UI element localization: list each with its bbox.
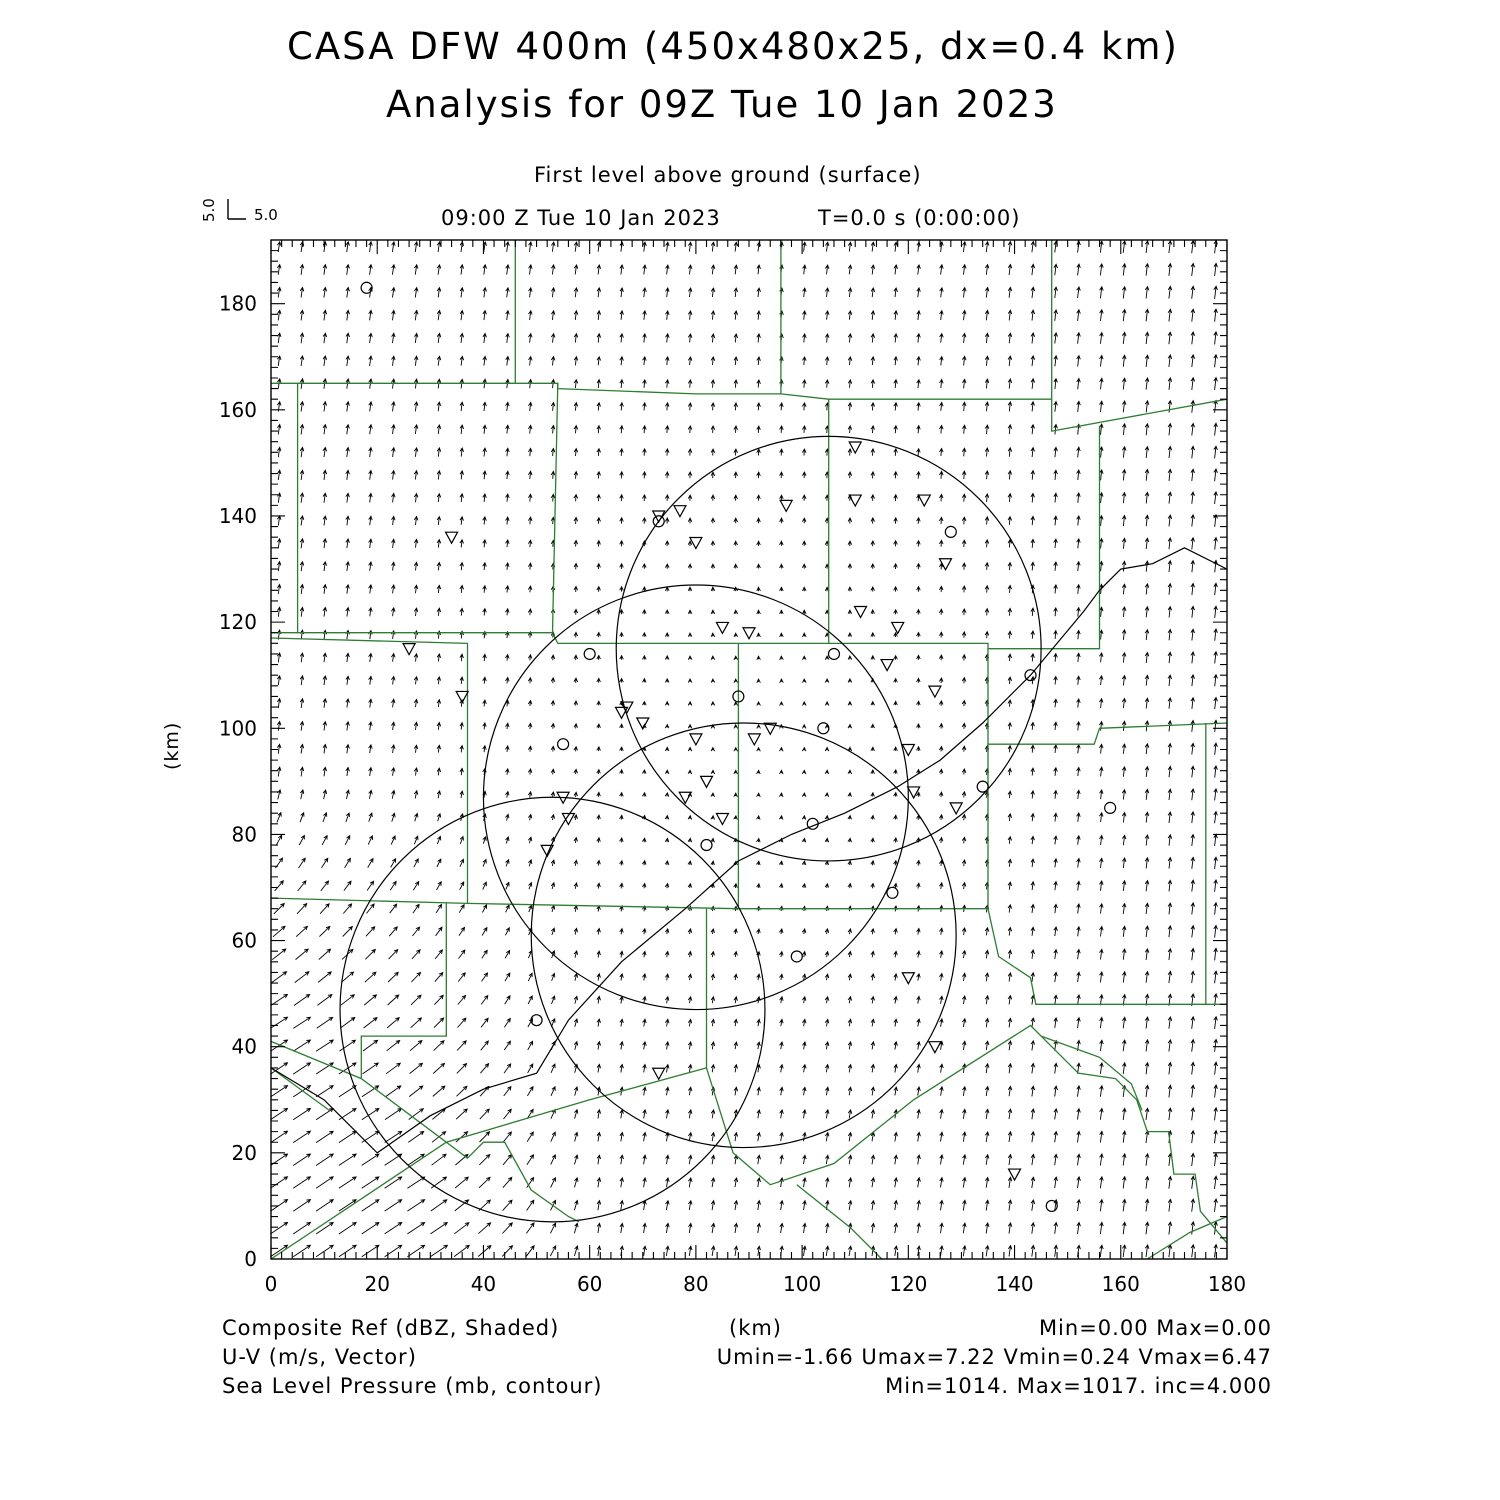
station-triangle-marker [892,622,904,633]
footer-pressure-stats: Min=1014. Max=1017. inc=4.000 [885,1374,1272,1398]
county-boundary [298,383,558,632]
county-boundary [797,1185,882,1259]
county-boundary [553,399,829,643]
plot-title-line2: Analysis for 09Z Tue 10 Jan 2023 [386,83,1058,126]
y-tick-label: 20 [231,1140,257,1165]
axis-ticks [271,240,1227,1259]
station-triangle-marker [929,1042,941,1053]
station-triangle-marker [881,660,893,671]
radar-coverage-layer [340,436,1041,1221]
county-boundary [1052,399,1227,431]
station-triangle-marker [918,495,930,506]
station-circle-marker [1105,802,1116,813]
footer-pressure: Sea Level Pressure (mb, contour) [222,1374,603,1398]
station-triangle-marker [780,500,792,511]
station-triangle-marker [716,622,728,633]
plot-border [271,240,1227,1259]
station-triangle-marker [674,506,686,517]
station-triangle-marker [748,734,760,745]
vector-scale-v-label: 5.0 [200,198,218,222]
plot-title-line1: CASA DFW 400m (450x480x25, dx=0.4 km) [287,25,1179,68]
station-triangle-marker [690,734,702,745]
y-tick-label: 100 [218,716,257,741]
valid-time-label: 09:00 Z Tue 10 Jan 2023 [441,206,721,230]
x-tick-label: 100 [783,1272,822,1296]
station-triangle-marker [653,1068,665,1079]
y-tick-label: 80 [231,822,257,847]
county-boundary [271,1068,329,1111]
station-circle-marker [701,840,712,851]
y-axis-label: (km) [161,721,183,770]
footer-composite-stats: Min=0.00 Max=0.00 [1038,1316,1272,1340]
county-boundary [1041,1036,1142,1110]
x-tick-label: 160 [1101,1272,1140,1296]
vector-scale-u-label: 5.0 [254,206,278,224]
x-tick-label: 20 [364,1272,390,1296]
county-boundary [515,240,781,394]
y-tick-label: 120 [218,610,257,635]
station-circle-marker [584,648,595,659]
x-tick-label: 120 [889,1272,928,1296]
x-tick-label: 80 [683,1272,709,1296]
county-boundary [271,649,988,909]
x-tick-label: 60 [576,1272,603,1296]
station-triangle-marker [855,607,867,618]
station-triangle-marker [716,813,728,824]
county-boundary [271,1041,579,1221]
footer-wind: U-V (m/s, Vector) [222,1345,417,1369]
station-triangle-marker [902,973,914,984]
station-triangle-marker [690,538,702,549]
vector-scale-key [200,198,278,224]
station-triangle-marker [950,803,962,814]
wind-vectors [270,241,1217,1258]
x-tick-label: 0 [264,1272,278,1296]
station-triangle-marker [701,776,713,787]
x-tick-label: 140 [995,1272,1034,1296]
y-tick-label: 160 [218,397,257,422]
station-triangle-marker [403,644,415,655]
y-tick-label: 40 [231,1034,257,1059]
station-triangle-marker [446,532,458,543]
station-triangle-marker [743,628,755,639]
tick-marks [271,240,1227,1259]
county-boundary-layer [271,240,1227,1259]
footer-composite-ref: Composite Ref (dBZ, Shaded) [222,1316,560,1340]
county-boundary [988,909,1206,1005]
station-circle-marker [791,951,802,962]
axis-tick-labels [219,292,1246,1296]
radar-coverage-circle [531,723,956,1148]
plot-frame [271,240,1227,1259]
x-tick-label: 180 [1207,1272,1247,1296]
station-circle-marker [818,723,829,734]
wind-vector-layer [270,241,1217,1258]
station-circle-marker [558,739,569,750]
x-tick-label: 40 [470,1272,497,1296]
county-boundary [829,426,1100,649]
station-circle-marker [887,887,898,898]
footer-x-unit: (km) [729,1316,783,1340]
county-boundary [271,909,707,1259]
footer-wind-stats: Umin=-1.66 Umax=7.22 Vmin=0.24 Vmax=6.47 [716,1345,1272,1369]
y-tick-label: 60 [231,928,257,953]
station-triangle-marker [929,686,941,697]
level-label: First level above ground (surface) [534,163,922,187]
y-tick-label: 180 [218,291,257,316]
station-circle-marker [828,648,839,659]
y-tick-label: 0 [244,1247,257,1271]
station-circle-marker [977,781,988,792]
station-circle-marker [945,526,956,537]
y-tick-label: 140 [218,503,257,528]
county-boundary [781,240,1052,399]
forecast-time-label: T=0.0 s (0:00:00) [818,206,1021,230]
